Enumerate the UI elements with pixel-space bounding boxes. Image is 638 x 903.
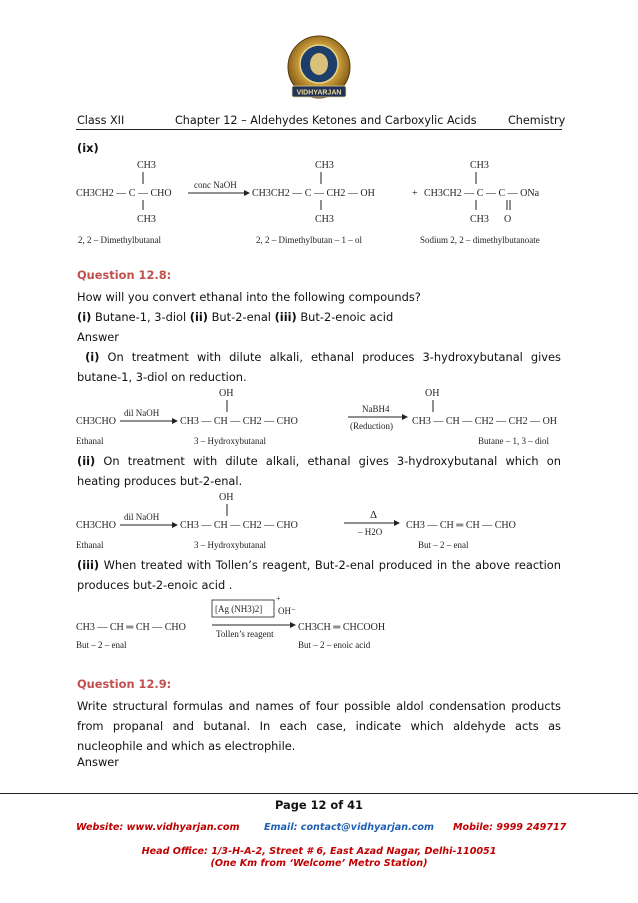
- footer-website[interactable]: Website: www.vidhyarjan.com: [76, 822, 240, 833]
- svg-text:CH3 — CH — CH2 — CHO: CH3 — CH — CH2 — CHO: [180, 416, 298, 427]
- header-rule: [76, 129, 562, 130]
- svg-text:OH⁻: OH⁻: [278, 606, 296, 616]
- footer-mobile: Mobile: 9999 249717: [453, 822, 567, 833]
- question-12-8-parts: [77, 307, 561, 327]
- part-i-label: (i): [77, 310, 92, 324]
- question-12-8-prompt: How will you convert ethanal into the following compounds?: [77, 290, 421, 304]
- svg-text:OH: OH: [219, 492, 234, 503]
- svg-text:OH: OH: [219, 388, 234, 399]
- answer-ii-text: On treatment with dilute alkali, ethanal gives 3-hydroxybutanal which on heating produces but-2-enal.: [77, 454, 561, 488]
- footer-email[interactable]: Email: contact@vidhyarjan.com: [264, 822, 435, 833]
- svg-text:But – 2 – enal: But – 2 – enal: [76, 640, 127, 650]
- svg-text:+: +: [412, 188, 418, 199]
- svg-text:CH3: CH3: [470, 160, 489, 171]
- logo-text: VIDHYARJAN: [296, 89, 342, 97]
- vidhyarjan-logo: [284, 34, 354, 106]
- footer-rule: [0, 793, 638, 794]
- svg-text:+: +: [276, 594, 281, 603]
- svg-text:CH3CH2 — C — CH2 — OH: CH3CH2 — C — CH2 — OH: [252, 188, 375, 199]
- header-chapter: Chapter 12 – Aldehydes Ketones and Carboxylic Acids: [175, 114, 477, 127]
- svg-text:Ethanal: Ethanal: [76, 540, 104, 550]
- svg-text:CH3CHO: CH3CHO: [76, 416, 117, 427]
- svg-text:OH: OH: [425, 388, 440, 399]
- equation-ix: [72, 156, 572, 248]
- answer-i-label: (i): [85, 350, 100, 364]
- svg-text:CH3CHO: CH3CHO: [76, 520, 117, 531]
- svg-text:conc NaOH: conc NaOH: [194, 180, 237, 190]
- answer-label-12-8: Answer: [77, 330, 119, 344]
- svg-text:dil NaOH: dil NaOH: [124, 512, 160, 522]
- svg-text:CH3: CH3: [315, 214, 334, 225]
- answer-i-text: On treatment with dilute alkali, ethanal produces 3-hydroxybutanal gives butane-1, 3-diol on reduction.: [77, 350, 561, 384]
- svg-text:[Ag (NH3)2]: [Ag (NH3)2]: [215, 604, 263, 614]
- svg-text:Δ: Δ: [370, 509, 378, 521]
- equation-butenoic-acid: [72, 592, 572, 656]
- svg-text:Butane – 1, 3 – diol: Butane – 1, 3 – diol: [478, 436, 549, 446]
- equation-butanediol: [72, 384, 572, 450]
- question-12-9-title: Question 12.9:: [77, 677, 172, 691]
- page-number: Page 12 of 41: [275, 798, 363, 812]
- svg-text:But – 2 – enoic acid: But – 2 – enoic acid: [298, 640, 371, 650]
- svg-text:CH3 — CH ═ CH — CHO: CH3 — CH ═ CH — CHO: [76, 622, 186, 633]
- answer-iii-label: (iii): [77, 558, 100, 572]
- answer-ii: [77, 451, 561, 491]
- part-i-text: Butane-1, 3-diol: [91, 310, 190, 324]
- svg-text:3 – Hydroxybutanal: 3 – Hydroxybutanal: [194, 436, 266, 446]
- answer-ii-label: (ii): [77, 454, 96, 468]
- header-class: Class XII: [77, 114, 125, 127]
- part-ix-label: (ix): [77, 141, 99, 155]
- svg-text:CH3: CH3: [315, 160, 334, 171]
- svg-text:CH3: CH3: [137, 214, 156, 225]
- part-iii-label: (iii): [274, 310, 297, 324]
- svg-text:But – 2 – enal: But – 2 – enal: [418, 540, 469, 550]
- svg-text:CH3CH ═ CHCOOH: CH3CH ═ CHCOOH: [298, 622, 386, 633]
- svg-text:CH3 — CH — CH2 — CHO: CH3 — CH — CH2 — CHO: [180, 520, 298, 531]
- svg-text:3 – Hydroxybutanal: 3 – Hydroxybutanal: [194, 540, 266, 550]
- svg-text:CH3CH2 — C — CHO: CH3CH2 — C — CHO: [76, 188, 172, 199]
- part-iii-text: But-2-enoic acid: [296, 310, 394, 324]
- part-ii-label: (ii): [189, 310, 208, 324]
- footer-office-landmark: (One Km from ‘Welcome’ Metro Station): [210, 858, 428, 869]
- svg-text:2, 2 – Dimethylbutan – 1 – ol: 2, 2 – Dimethylbutan – 1 – ol: [256, 235, 362, 245]
- svg-text:Sodium 2, 2 – dimethylbutanoat: Sodium 2, 2 – dimethylbutanoate: [420, 235, 540, 245]
- answer-i: [77, 347, 561, 387]
- part-ii-text: But-2-enal: [208, 310, 275, 324]
- svg-text:CH3CH2 — C — C — ONa: CH3CH2 — C — C — ONa: [424, 188, 540, 199]
- equation-butenal: [72, 488, 572, 554]
- footer-office: Head Office: 1/3-H-A-2, Street # 6, East Azad Nagar, Delhi-110051: [141, 846, 497, 857]
- answer-iii: [77, 555, 561, 595]
- svg-text:CH3: CH3: [137, 160, 156, 171]
- svg-text:O: O: [504, 214, 512, 225]
- svg-text:Tollen’s reagent: Tollen’s reagent: [216, 629, 274, 639]
- svg-text:(Reduction): (Reduction): [350, 421, 393, 431]
- svg-text:Ethanal: Ethanal: [76, 436, 104, 446]
- header-subject: Chemistry: [508, 114, 566, 127]
- svg-text:CH3 — CH ═ CH — CHO: CH3 — CH ═ CH — CHO: [406, 520, 516, 531]
- svg-text:– H2O: – H2O: [358, 527, 383, 537]
- svg-text:NaBH4: NaBH4: [362, 404, 390, 414]
- svg-text:CH3 — CH — CH2 — CH2 — OH: CH3 — CH — CH2 — CH2 — OH: [412, 416, 558, 427]
- svg-text:2, 2 – Dimethylbutanal: 2, 2 – Dimethylbutanal: [78, 235, 161, 245]
- svg-text:dil NaOH: dil NaOH: [124, 408, 160, 418]
- question-12-9-text: Write structural formulas and names of four possible aldol condensation products from propanal and butanal. In each case, indicate which aldehyde acts as nucleophile and which as electrophile.: [77, 699, 561, 753]
- question-12-8-title: Question 12.8:: [77, 268, 172, 282]
- answer-label-12-9: Answer: [77, 755, 119, 769]
- svg-text:CH3: CH3: [470, 214, 489, 225]
- answer-iii-text: When treated with Tollen’s reagent, But-2-enal produced in the above reaction produces but-2-enoic acid .: [77, 558, 561, 592]
